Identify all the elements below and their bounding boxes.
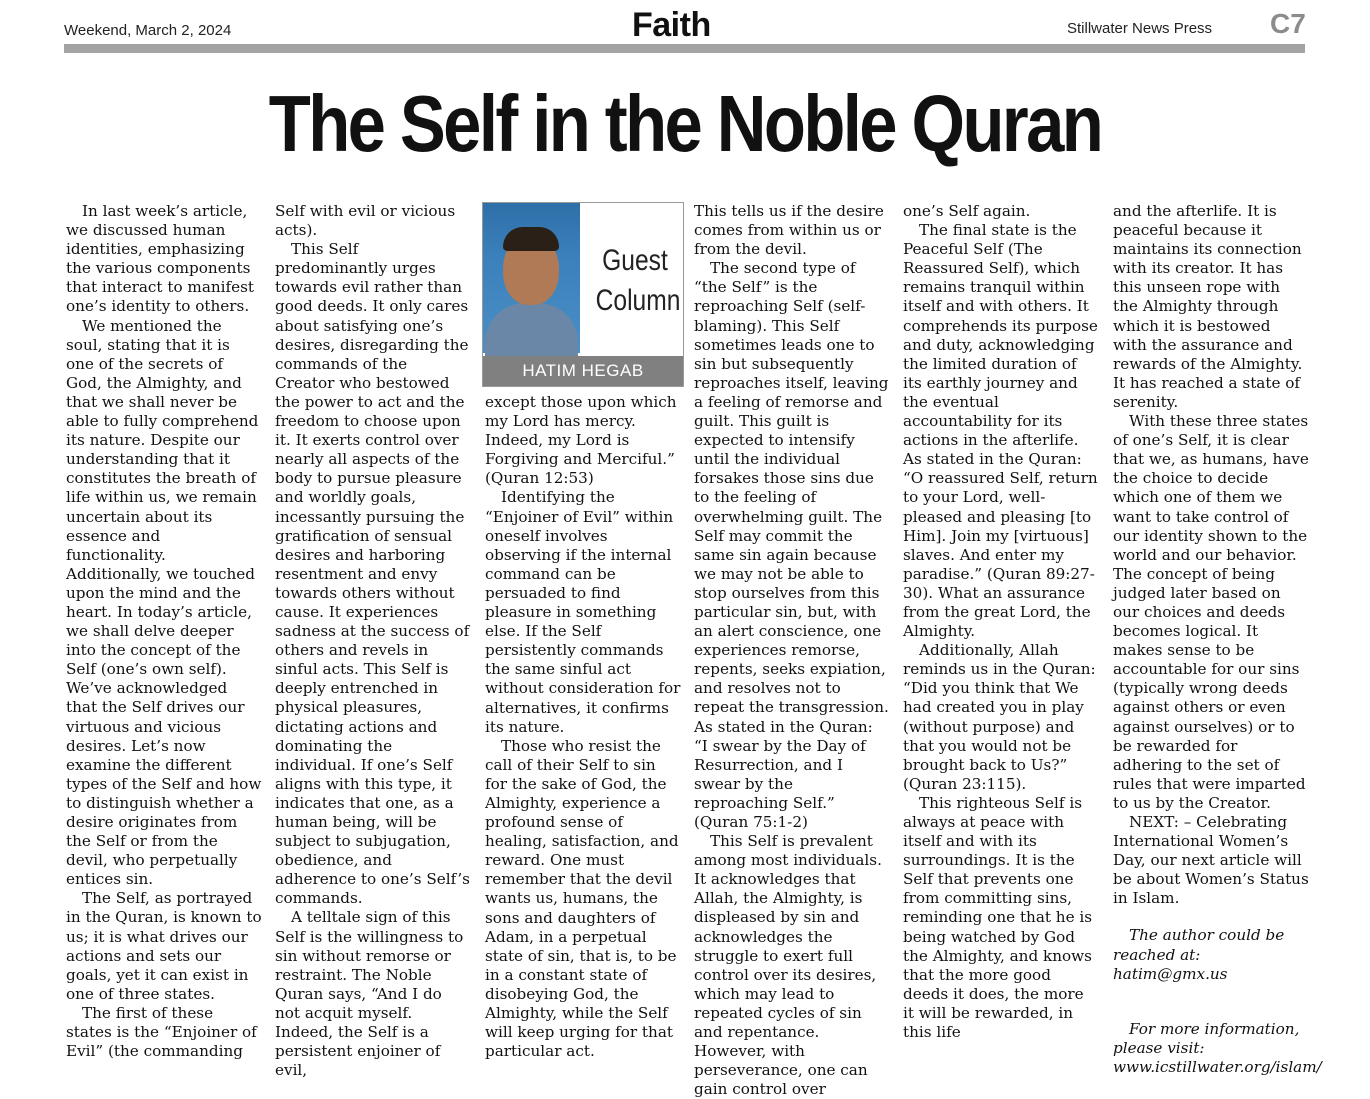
paragraph: NEXT: – Celebrating International Women’s Day, our next article will be about Women’s Status in Islam. — [1113, 813, 1309, 908]
guest-column-label — [595, 241, 681, 321]
guest-label-line1: Guest — [602, 244, 668, 277]
page-number: C7 — [1270, 8, 1306, 39]
paragraph: and the afterlife. It is peaceful because it maintains its connection with its creator. It has this unseen rope with the Almighty through which it is bestowed with the assurance and rewards of the Almighty. It has reached a state of serenity. — [1113, 202, 1303, 411]
section-title: Faith — [632, 6, 711, 44]
paragraph: This tells us if the desire comes from within us or from the devil. — [694, 202, 884, 259]
paragraph: We mentioned the soul, stating that it is one of the secrets of God, the Almighty, and that we shall never be able to fully comprehend its nature. Despite our understanding that it constitutes the breath of life within us, we remain uncertain about its essence and functionality. Additionally, we touched upon the mind and the heart. In today’s article, we shall delve deeper into the concept of the Self (one’s own self). We’ve acknowledged that the Self drives our virtuous and vicious desires. Let’s now examine the different types of the Self and how to distinguish whether a desire originates from the Self or from the devil, who perpetually entices sin. — [66, 316, 262, 889]
paragraph: This righteous Self is always at peace with itself and with its surroundings. It is the Self that prevents one from committing sins, reminding one that he is being watched by God the Almighty, and knows that the more good deeds it does, the more it will be rewarded, in this life — [903, 793, 1093, 1042]
paragraph: This Self is prevalent among most individuals. It acknowledges that Allah, the Almighty, is displeased by sin and acknowledges the struggle to exert full control over its desires, which may lead to repeated cycles of sin and repentance. However, with perseverance, one can gain control over — [694, 832, 882, 1099]
paragraph: The second type of “the Self” is the reproaching Self (self-blaming). This Self sometimes leads one to sin but subsequently reproaches itself, leaving a feeling of remorse and guilt. This guilt is expected to intensify until the individual forsakes those sins due to the feeling of overwhelming guilt. The Self may commit the same sin again because we may not be able to stop ourselves from this particular sin, but, with an alert conscience, one experiences remorse, repents, seeks expiation, and resolves not to repeat the transgression. As stated in the Quran: “I swear by the Day of Resurrection, and I swear by the reproaching Self.” (Quran 75:1-2) — [694, 259, 889, 831]
paragraph: This Self predominantly urges towards evil rather than good deeds. It only cares about satisfying one’s desires, disregarding the commands of the Creator who bestowed the power to act and the freedom to choose upon it. It exerts control over nearly all aspects of the body to pursue pleasure and worldly goals, incessantly pursuing the gratification of sensual desires and harboring resentment and envy towards others without cause. It experiences sadness at the success of others and revels in sinful acts. This Self is deeply entrenched in physical pleasures, dictating actions and dominating the individual. If one’s Self aligns with this type, it indicates that one, as a human being, will be subject to subjugation, obedience, and adherence to one’s Self’s commands. — [275, 240, 470, 908]
paragraph: except those upon which my Lord has mercy. Indeed, my Lord is Forgiving and Merciful.” (Quran 12:53) — [485, 393, 677, 488]
guest-column-box — [482, 202, 684, 387]
header-rule — [64, 44, 1305, 53]
newspaper-name: Stillwater News Press — [1067, 20, 1213, 37]
paragraph: A telltale sign of this Self is the willingness to sin without remorse or restraint. The Noble Quran says, “And I do not acquit myself. Indeed, the Self is a persistent enjoiner of evil, — [275, 908, 464, 1080]
paragraph: In last week’s article, we discussed human identities, emphasizing the various components that interact to manifest one’s identity to others. — [66, 202, 255, 316]
article-column-4 — [694, 202, 890, 1099]
paragraph: The Self, as portrayed in the Quran, is known to us; it is what drives our actions and sets our goals, yet it can exist in one of three states. — [66, 889, 262, 1003]
article-column-2 — [275, 202, 471, 1080]
more-info: For more information, please visit: www.icstillwater.org/islam/ — [1113, 1019, 1322, 1076]
article-headline: The Self in the Noble Quran — [268, 79, 1102, 168]
header-date: Weekend, March 2, 2024 — [64, 22, 232, 39]
paragraph: one’s Self again. — [903, 202, 1031, 220]
guest-label-line2: Column — [595, 284, 681, 317]
paragraph: Those who resist the call of their Self to sin for the sake of God, the Almighty, experience a profound sense of healing, satisfaction, and reward. One must remember that the devil wants us, humans, the sons and daughters of Adam, in a perpetual state of sin, that is, to be in a constant state of disobeying God, the Almighty, while the Self will keep urging for that particular act. — [485, 736, 679, 1061]
photo-shirt — [485, 303, 578, 363]
paragraph: The final state is the Peaceful Self (The Reassured Self), which remains tranquil within itself and with others. It comprehends its purpose and duty, acknowledging the limited duration of its earthly journey and the eventual accountability for its actions in the afterlife. As stated in the Quran: “O reassured Self, return to your Lord, well-pleased and pleasing [to Him]. Join my [virtuous] slaves. And enter my paradise.” (Quran 89:27-30). What an assurance from the great Lord, the Almighty. — [903, 221, 1098, 641]
article-column-5 — [903, 202, 1099, 1042]
paragraph: With these three states of one’s Self, it is clear that we, as humans, have the choice to decide which one of them we want to take control of our identity shown to the world and our behavior. The concept of being judged later based on our choices and deeds becomes logical. It makes sense to be accountable for our sins (typically wrong deeds against others or even against ourselves) or to be rewarded for adhering to the set of rules that were imparted to us by the Creator. — [1113, 412, 1309, 812]
author-name-bar: HATIM HEGAB — [483, 356, 683, 386]
paragraph: The first of these states is the “Enjoiner of Evil” (the commanding — [66, 1003, 257, 1061]
article-column-1 — [66, 202, 262, 1061]
paragraph: Identifying the “Enjoiner of Evil” within oneself involves observing if the internal command can be persuaded to find pleasure in something else. If the Self persistently commands the same sinful act without consideration for alternatives, it confirms its nature. — [485, 488, 681, 736]
paragraph: Self with evil or vicious acts). — [275, 202, 456, 240]
article-column-3 — [485, 393, 681, 1061]
author-photo — [483, 203, 580, 353]
photo-hair — [503, 227, 559, 251]
author-contact: The author could be reached at: hatim@gmx.us — [1113, 926, 1285, 983]
paragraph: Additionally, Allah reminds us in the Quran: “Did you think that We had created you in play (without purpose) and that you would not be brought back to Us?” (Quran 23:115). — [903, 641, 1096, 793]
article-column-6 — [1113, 202, 1322, 1076]
